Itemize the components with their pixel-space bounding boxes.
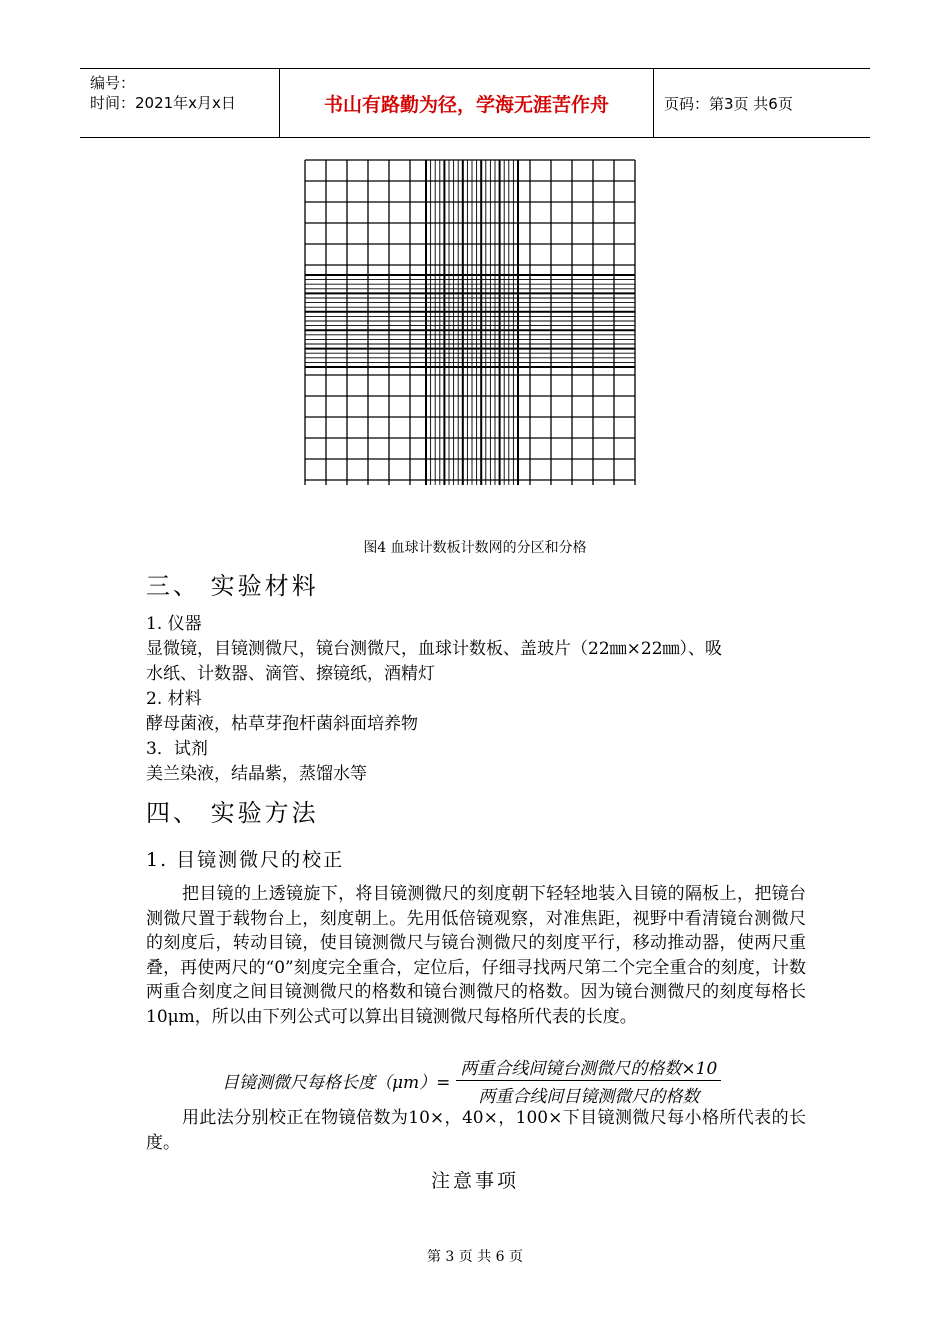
item2-text: 酵母菌液，枯草芽孢杆菌斜面培养物 [146,714,418,734]
calibration-paragraph: 把目镜的上透镜旋下，将目镜测微尺的刻度朝下轻轻地装入目镜的隔板上，把镜台测微尺置于载物台上，刻度朝上。先用低倍镜观察，对准焦距，视野中看清镜台测微尺的刻度后，转动目镜，使目镜测微尺与镜台测微尺的刻度平行，移动推动器，使两尺重叠，再使两尺的“0”刻度完全重合，定位后，仔细寻找两尺第二个完全重合的刻度，计数两重合刻度之间目镜测微尺的格数和镜台测微尺的格数。因为镜台测微尺的刻度每格长10μm，所以由下列公式可以算出目镜测微尺每格所代表的长度。 [146,884,806,1027]
header-meta [80,69,280,137]
number-label: 编号： [90,74,136,92]
page-header [80,68,870,138]
notes-title: 注意事项 [430,1170,519,1192]
page-footer: 第 3 页 共 6 页 [426,1249,524,1265]
subsection-1-title: 1. 目镜测微尺的校正 [146,849,345,871]
section-3-title: 三、 实验材料 [146,572,319,600]
header-motto: 书山有路勤为径，学海无涯苦作舟 [280,69,654,137]
item1-line1: 显微镜，目镜测微尺，镜台测微尺，血球计数板、盖玻片（22㎜×22㎜）、吸 [146,639,723,659]
formula-numerator: 两重合线间镜台测微尺的格数×10 [456,1054,721,1081]
header-page-info: 页码：第3页 共6页 [664,94,793,113]
item3-title: 3．试剂 [146,739,208,759]
item1-title: 1. 仪器 [146,614,202,634]
counting-grid-figure [300,155,640,490]
figure-caption: 图4 血球计数板计数网的分区和分格 [363,540,587,556]
time-label: 时间：2021年x月x日 [90,94,236,112]
section-4-title: 四、 实验方法 [146,799,319,827]
calibration-formula [222,1054,721,1107]
formula-denominator: 两重合线间目镜测微尺的格数 [478,1087,700,1107]
item3-text: 美兰染液，结晶紫，蒸馏水等 [146,764,367,784]
item1-line2: 水纸、计数器、滴管、擦镜纸，酒精灯 [146,664,435,684]
formula-lhs: 目镜测微尺每格长度（μm）= [222,1073,451,1093]
objectives-paragraph: 用此法分别校正在物镜倍数为10×，40×，100×下目镜测微尺每小格所代表的长度。 [146,1108,806,1153]
formula-fraction [456,1054,721,1107]
item2-title: 2. 材料 [146,689,202,709]
